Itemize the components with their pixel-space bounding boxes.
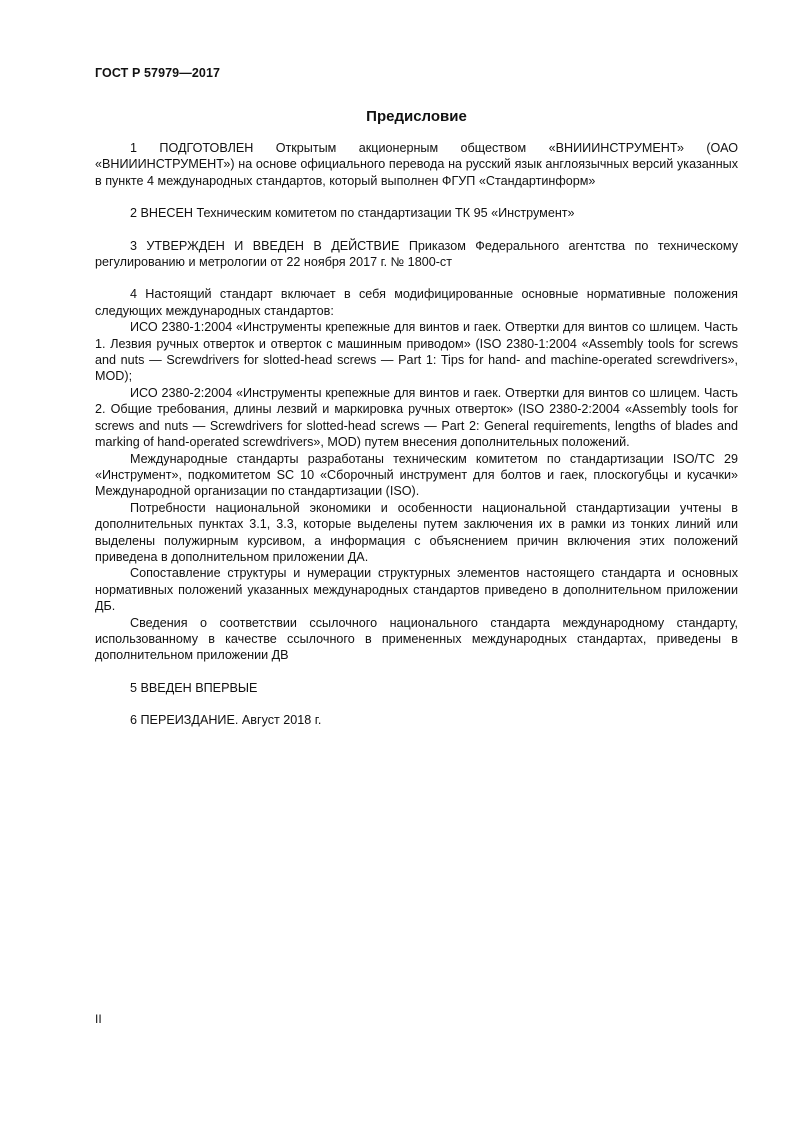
paragraph-standard-includes: 4 Настоящий стандарт включает в себя модифицированные основные нормативные положения следующих международных стандартов:: [95, 287, 738, 318]
paragraph-international-standards: Международные стандарты разработаны техническим комитетом по стандартизации ISO/TC 29 «Инструмент», подкомитетом SC 10 «Сборочный инструмент для болтов и гаек, плоскогубцы и кусачки» Международной организации по стандартизации (ISO).: [95, 451, 738, 499]
paragraph-reference-info: Сведения о соответствии ссылочного национального стандарта международному стандарту, использованному в качестве ссылочного в примененных международных стандартах, приведены в дополнительном приложении ДВ: [95, 615, 738, 663]
paragraph-introduced-first: 5 ВВЕДЕН ВПЕРВЫЕ: [130, 680, 258, 695]
page-number: II: [95, 1012, 102, 1026]
paragraph-structure-comparison: Сопоставление структуры и нумерации структурных элементов настоящего стандарта и основных нормативных положений указанных международных стандартов приведено в дополнительном приложении ДБ.: [95, 566, 738, 614]
paragraph-iso-2380-1: ИСО 2380-1:2004 «Инструменты крепежные для винтов и гаек. Отвертки для винтов со шлицем. Часть 1. Лезвия ручных отверток и отверток с машинным приводом» (ISO 2380-1:2004 «Assembly tools for screws and nuts — Screwdrivers for slotted-head screws — Part 1: Tips for hand- and machine-operated screwdrivers», MOD);: [95, 320, 738, 384]
document-code-header: ГОСТ Р 57979—2017: [95, 66, 221, 80]
paragraph-approved: 3 УТВЕРЖДЕН И ВВЕДЕН В ДЕЙСТВИЕ Приказом Федерального агентства по техническому регулированию и метрологии от 22 ноября 2017 г. № 1800-ст: [95, 238, 738, 270]
foreword-body: [95, 140, 738, 729]
foreword-title: Предисловие: [366, 108, 467, 125]
paragraph-iso-2380-2: ИСО 2380-2:2004 «Инструменты крепежные для винтов и гаек. Отвертки для винтов со шлицем. Часть 2. Общие требования, длины лезвий и маркировка ручных отверток» (ISO 2380-2:2004 «Assembly tools for screws and nuts — Screwdrivers for slotted-head screws — Part 2: General requirements, lengths of blades and marking of hand-operated screwdrivers», MOD) путем внесения дополнительных положений.: [95, 385, 738, 450]
paragraph-national-needs: Потребности национальной экономики и особенности национальной стандартизации учтены в дополнительных пунктах 3.1, 3.3, которые выделены путем заключения их в рамки из тонких линий или выделены полужирным курсивом, а информация с объяснением причин включения этих положений приведена в дополнительном приложении ДА.: [95, 500, 738, 564]
paragraph-prepared-by: 1 ПОДГОТОВЛЕН Открытым акционерным обществом «ВНИИИНСТРУМЕНТ» (ОАО «ВНИИИНСТРУМЕНТ») на основе официального перевода на русский язык англоязычных версий указанных в пункте 4 международных стандартов, который выполнен ФГУП «Стандартинформ»: [95, 141, 738, 188]
paragraph-republication: 6 ПЕРЕИЗДАНИЕ. Август 2018 г.: [130, 713, 322, 728]
paragraph-introduced-by: 2 ВНЕСЕН Техническим комитетом по стандартизации ТК 95 «Инструмент»: [130, 206, 575, 221]
